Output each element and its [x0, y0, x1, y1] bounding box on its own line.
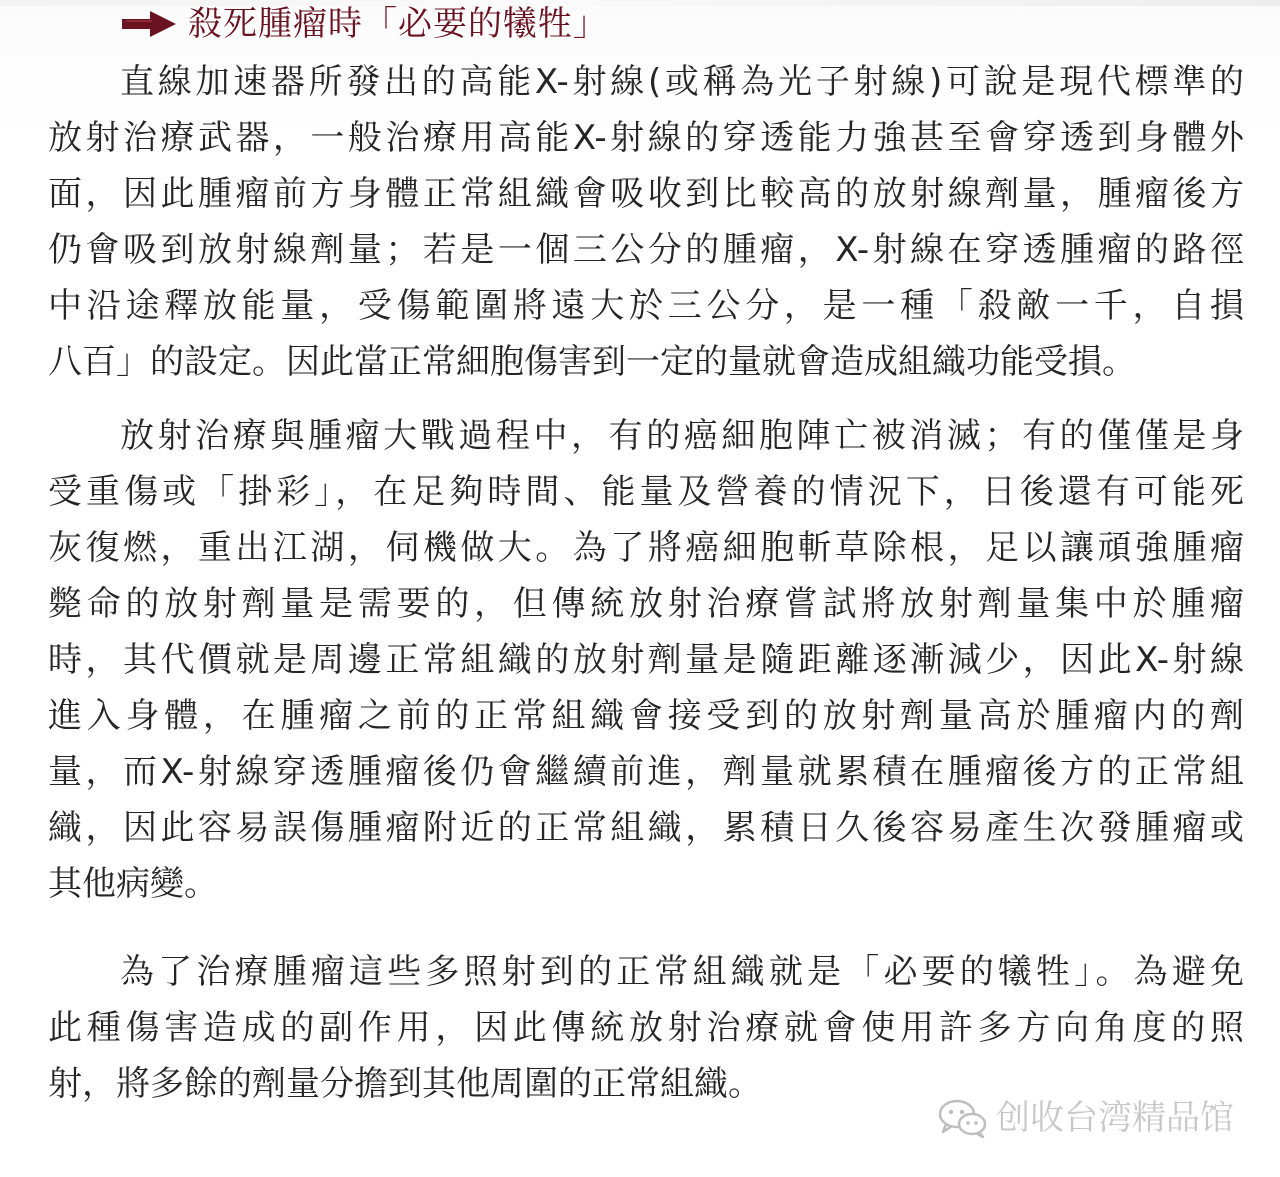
- paragraph-line: 放射治療武器，一般治療用高能X-射線的穿透能力強甚至會穿透到身體外: [48, 118, 1244, 158]
- paragraph-line: 斃命的放射劑量是需要的，但傳統放射治療嘗試將放射劑量集中於腫瘤: [48, 584, 1244, 624]
- watermark: [938, 1097, 1234, 1139]
- paragraph-line: 為了治療腫瘤這些多照射到的正常組織就是「必要的犧牲」。為避免: [120, 952, 1244, 992]
- paragraph-line: 射，將多餘的劑量分擔到其他周圍的正常組織。: [48, 1064, 762, 1104]
- arrow-bullet-icon: [120, 9, 178, 39]
- wechat-icon: [938, 1097, 988, 1139]
- paragraph-line: 放射治療與腫瘤大戰過程中，有的癌細胞陣亡被消滅；有的僅僅是身: [120, 416, 1244, 456]
- paragraph-line: 仍會吸到放射線劑量；若是一個三公分的腫瘤，X-射線在穿透腫瘤的路徑: [48, 230, 1244, 270]
- article-body: [48, 54, 1248, 1112]
- paragraph-line: 進入身體，在腫瘤之前的正常組織會接受到的放射劑量高於腫瘤内的劑: [48, 696, 1244, 736]
- section-title: 殺死腫瘤時「必要的犧牲」: [188, 4, 608, 44]
- paragraph-line: 面，因此腫瘤前方身體正常組織會吸收到比較高的放射線劑量，腫瘤後方: [48, 174, 1244, 214]
- paragraph-line: 織，因此容易誤傷腫瘤附近的正常組織，累積日久後容易產生次發腫瘤或: [48, 808, 1244, 848]
- paragraph-line: 灰復燃，重出江湖，伺機做大。為了將癌細胞斬草除根，足以讓頑強腫瘤: [48, 528, 1244, 568]
- paragraph-1: [48, 54, 1248, 390]
- section-heading: [120, 2, 608, 46]
- paragraph-3: [48, 944, 1248, 1112]
- paragraph-line: 直線加速器所發出的高能X-射線(或稱為光子射線)可說是現代標準的: [120, 62, 1244, 102]
- paragraph-line: 其他病變。: [48, 864, 218, 904]
- paragraph-spacer: [48, 912, 1248, 944]
- paragraph-line: 時，其代價就是周邊正常組織的放射劑量是隨距離逐漸減少，因此X-射線: [48, 640, 1244, 680]
- paragraph-line: 受重傷或「掛彩」，在足夠時間、能量及營養的情況下，日後還有可能死: [48, 472, 1244, 512]
- paragraph-2: [48, 408, 1248, 912]
- paragraph-line: 八百」的設定。因此當正常細胞傷害到一定的量就會造成組織功能受損。: [48, 342, 1136, 382]
- paragraph-line: 此種傷害造成的副作用，因此傳統放射治療就會使用許多方向角度的照: [48, 1008, 1244, 1048]
- paragraph-line: 量，而X-射線穿透腫瘤後仍會繼續前進，劑量就累積在腫瘤後方的正常組: [48, 752, 1244, 792]
- paragraph-spacer: [48, 390, 1248, 408]
- watermark-text: 创收台湾精品馆: [996, 1098, 1234, 1138]
- paragraph-line: 中沿途釋放能量，受傷範圍將遠大於三公分，是一種「殺敵一千，自損: [48, 286, 1244, 326]
